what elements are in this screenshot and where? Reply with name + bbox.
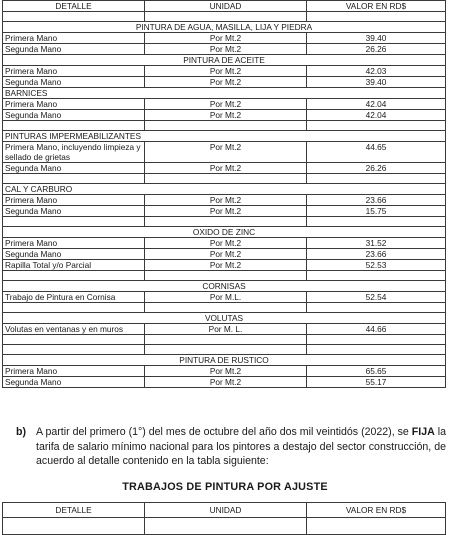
row-detalle: Trabajo de Pintura en Cornisa [3, 292, 145, 303]
row-unidad: Por Mt.2 [145, 142, 307, 163]
header-unidad: UNIDAD [145, 1, 307, 12]
paragraph-b [18, 425, 446, 469]
paragraph-text-after: la tarifa de salario mínimo nacional para los pintores a destajo del sector construcción, de acuerdo al detalle contenido en la tabla siguiente: [36, 426, 446, 467]
blank-cell [3, 217, 145, 227]
row-valor: 52.53 [307, 260, 446, 271]
ajuste-empty-cell [307, 518, 446, 535]
table-row [3, 260, 446, 271]
section-title: CORNISAS [3, 281, 446, 292]
section-title: PINTURAS IMPERMEABILIZANTES [3, 131, 446, 142]
ajuste-header-row [3, 503, 446, 518]
table-row [3, 142, 446, 163]
row-unidad: Por Mt.2 [145, 249, 307, 260]
blank-cell [307, 345, 446, 355]
table-row [3, 163, 446, 174]
paragraph-label: b) [16, 426, 26, 438]
row-detalle: Segunda Mano [3, 206, 145, 217]
table-row [3, 324, 446, 335]
row-unidad: Por Mt.2 [145, 238, 307, 249]
table-row [3, 377, 446, 388]
blank-cell [145, 174, 307, 184]
row-detalle: Segunda Mano [3, 249, 145, 260]
section-title-row [3, 88, 446, 99]
table-row [3, 206, 446, 217]
spacer-row [3, 12, 446, 22]
row-valor: 42.04 [307, 99, 446, 110]
table-row [3, 77, 446, 88]
row-detalle: Primera Mano [3, 366, 145, 377]
section-title: PINTURA DE RUSTICO [3, 355, 446, 366]
section-title: VOLUTAS [3, 313, 446, 324]
row-detalle: Segunda Mano [3, 110, 145, 121]
row-valor: 39.40 [307, 33, 446, 44]
blank-cell [3, 121, 145, 131]
header-valor: VALOR EN RD$ [307, 1, 446, 12]
row-unidad: Por Mt.2 [145, 99, 307, 110]
ajuste-header-unidad: UNIDAD [145, 503, 307, 518]
row-detalle: Primera Mano [3, 238, 145, 249]
blank-cell [145, 217, 307, 227]
spacer-row [3, 345, 446, 355]
row-detalle: Primera Mano [3, 99, 145, 110]
section-title-row [3, 22, 446, 33]
row-detalle: Segunda Mano [3, 377, 145, 388]
row-detalle: Primera Mano [3, 195, 145, 206]
blank-cell [3, 12, 145, 22]
row-valor: 23.66 [307, 249, 446, 260]
ajuste-empty-row [3, 518, 446, 535]
section-title-row [3, 184, 446, 195]
blank-cell [307, 271, 446, 281]
blank-cell [307, 12, 446, 22]
row-unidad: Por Mt.2 [145, 206, 307, 217]
spacer-row [3, 303, 446, 313]
spacer-row [3, 335, 446, 345]
row-unidad: Por Mt.2 [145, 195, 307, 206]
paragraph-bold-word: FIJA [411, 426, 435, 438]
ajuste-empty-cell [3, 518, 145, 535]
row-valor: 39.40 [307, 77, 446, 88]
section-title: PINTURA DE ACEITE [3, 55, 446, 66]
row-unidad: Por Mt.2 [145, 44, 307, 55]
section-title-row [3, 227, 446, 238]
row-detalle: Segunda Mano [3, 77, 145, 88]
row-unidad: Por Mt.2 [145, 366, 307, 377]
row-detalle: Rapilla Total y/o Parcial [3, 260, 145, 271]
row-valor: 15.75 [307, 206, 446, 217]
section-title-row [3, 281, 446, 292]
ajuste-empty-cell [145, 518, 307, 535]
table-row [3, 195, 446, 206]
row-detalle: Primera Mano [3, 66, 145, 77]
ajuste-table [2, 502, 446, 535]
table-row [3, 33, 446, 44]
blank-cell [307, 217, 446, 227]
section-title-row [3, 131, 446, 142]
row-valor: 42.03 [307, 66, 446, 77]
blank-cell [3, 303, 145, 313]
row-unidad: Por Mt.2 [145, 77, 307, 88]
blank-cell [145, 121, 307, 131]
ajuste-header-detalle: DETALLE [3, 503, 145, 518]
row-unidad: Por M.L. [145, 292, 307, 303]
row-detalle: Volutas en ventanas y en muros [3, 324, 145, 335]
spacer-row [3, 271, 446, 281]
row-unidad: Por Mt.2 [145, 110, 307, 121]
table-row [3, 238, 446, 249]
row-valor: 26.26 [307, 44, 446, 55]
row-valor: 44.66 [307, 324, 446, 335]
paragraph-text [36, 425, 446, 469]
row-valor: 44.65 [307, 142, 446, 163]
row-unidad: Por Mt.2 [145, 377, 307, 388]
row-valor: 26.26 [307, 163, 446, 174]
section-title-row [3, 313, 446, 324]
blank-cell [145, 345, 307, 355]
blank-cell [145, 303, 307, 313]
rates-table-body [3, 1, 446, 388]
blank-cell [3, 271, 145, 281]
blank-cell [3, 345, 145, 355]
spacer-row [3, 174, 446, 184]
blank-cell [3, 174, 145, 184]
ajuste-header-valor: VALOR EN RD$ [307, 503, 446, 518]
row-valor: 52.54 [307, 292, 446, 303]
spacer-row [3, 217, 446, 227]
row-valor: 55.17 [307, 377, 446, 388]
blank-cell [307, 303, 446, 313]
section-heading: TRABAJOS DE PINTURA POR AJUSTE [122, 481, 328, 493]
paragraph-text-before: A partir del primero (1°) del mes de octubre del año dos mil veintidós (2022), se [36, 426, 412, 438]
table-row [3, 249, 446, 260]
table-row [3, 66, 446, 77]
section-title: OXIDO DE ZINC [3, 227, 446, 238]
table-row [3, 110, 446, 121]
row-valor: 31.52 [307, 238, 446, 249]
section-title: BARNICES [3, 88, 446, 99]
blank-cell [307, 121, 446, 131]
row-unidad: Por Mt.2 [145, 260, 307, 271]
blank-cell [145, 335, 307, 345]
blank-cell [145, 12, 307, 22]
blank-cell [307, 174, 446, 184]
table-row [3, 292, 446, 303]
row-valor: 42.04 [307, 110, 446, 121]
table-row [3, 366, 446, 377]
row-unidad: Por M. L. [145, 324, 307, 335]
row-valor: 65.65 [307, 366, 446, 377]
section-title: CAL Y CARBURO [3, 184, 446, 195]
row-detalle: Primera Mano [3, 33, 145, 44]
table-header-row [3, 1, 446, 12]
header-detalle: DETALLE [3, 1, 145, 12]
row-detalle: Segunda Mano [3, 44, 145, 55]
table-row [3, 44, 446, 55]
section-title: PINTURA DE AGUA, MASILLA, LIJA Y PIEDRA [3, 22, 446, 33]
row-detalle: Primera Mano, incluyendo limpieza y sellado de grietas [3, 142, 145, 163]
section-title-row [3, 355, 446, 366]
blank-cell [307, 335, 446, 345]
table-row [3, 99, 446, 110]
blank-cell [3, 335, 145, 345]
row-valor: 23.66 [307, 195, 446, 206]
rates-table [2, 0, 446, 388]
spacer-row [3, 121, 446, 131]
row-unidad: Por Mt.2 [145, 163, 307, 174]
blank-cell [145, 271, 307, 281]
section-title-row [3, 55, 446, 66]
row-detalle: Segunda Mano [3, 163, 145, 174]
row-unidad: Por Mt.2 [145, 66, 307, 77]
row-unidad: Por Mt.2 [145, 33, 307, 44]
